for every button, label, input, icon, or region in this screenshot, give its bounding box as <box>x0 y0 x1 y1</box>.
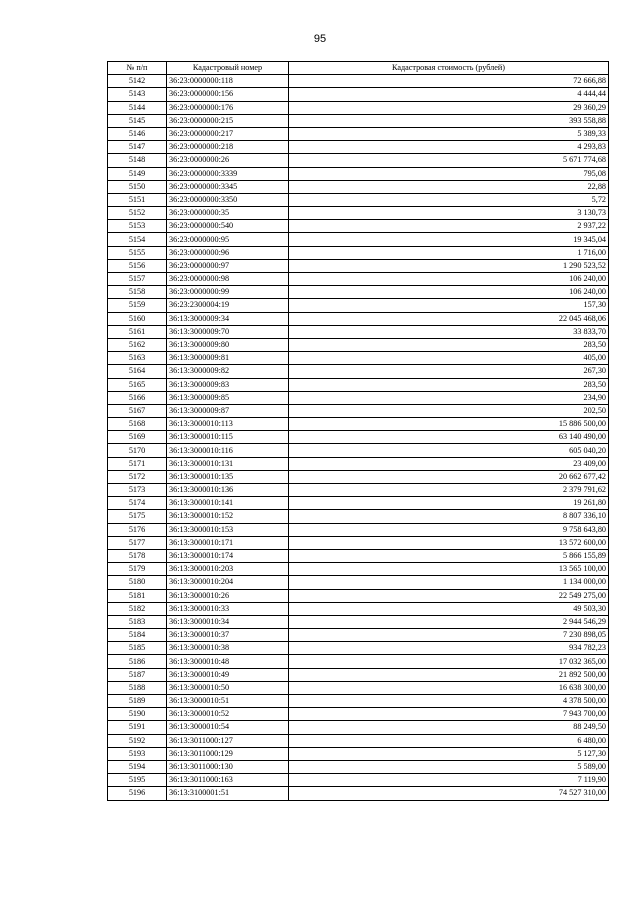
row-number-cell: 5175 <box>108 510 167 523</box>
cadastral-number-cell: 36:23:0000000:96 <box>167 246 289 259</box>
cadastral-value-cell: 5 671 774,68 <box>289 154 609 167</box>
cadastral-value-cell: 33 833,70 <box>289 325 609 338</box>
cadastral-value-cell: 21 892 500,00 <box>289 668 609 681</box>
cadastral-value-cell: 20 662 677,42 <box>289 470 609 483</box>
table-row <box>108 576 609 589</box>
cadastral-value-cell: 1 134 000,00 <box>289 576 609 589</box>
row-number-cell: 5179 <box>108 563 167 576</box>
table-row <box>108 127 609 140</box>
cadastral-value-cell: 393 558,88 <box>289 114 609 127</box>
cadastral-value-cell: 283,50 <box>289 338 609 351</box>
table-row <box>108 207 609 220</box>
cadastral-value-table <box>107 61 609 801</box>
row-number-cell: 5180 <box>108 576 167 589</box>
row-number-cell: 5158 <box>108 286 167 299</box>
cadastral-value-cell: 267,30 <box>289 365 609 378</box>
table-row <box>108 668 609 681</box>
cadastral-number-cell: 36:13:3000010:136 <box>167 484 289 497</box>
cadastral-value-cell: 4 378 500,00 <box>289 695 609 708</box>
cadastral-value-cell: 16 638 300,00 <box>289 681 609 694</box>
cadastral-number-cell: 36:23:0000000:176 <box>167 101 289 114</box>
table-row <box>108 114 609 127</box>
table-row <box>108 536 609 549</box>
row-number-cell: 5157 <box>108 273 167 286</box>
cadastral-value-cell: 13 565 100,00 <box>289 563 609 576</box>
cadastral-value-cell: 795,08 <box>289 167 609 180</box>
cadastral-value-cell: 19 261,80 <box>289 497 609 510</box>
cadastral-number-cell: 36:13:3000010:34 <box>167 615 289 628</box>
row-number-cell: 5143 <box>108 88 167 101</box>
cadastral-number-cell: 36:13:3000009:83 <box>167 378 289 391</box>
cadastral-value-cell: 19 345,04 <box>289 233 609 246</box>
table-row <box>108 233 609 246</box>
cadastral-number-cell: 36:13:3000010:38 <box>167 642 289 655</box>
cadastral-number-cell: 36:13:3000010:49 <box>167 668 289 681</box>
cadastral-number-cell: 36:13:3000009:70 <box>167 325 289 338</box>
cadastral-number-cell: 36:23:0000000:215 <box>167 114 289 127</box>
cadastral-number-cell: 36:23:0000000:97 <box>167 259 289 272</box>
row-number-cell: 5187 <box>108 668 167 681</box>
table-row <box>108 312 609 325</box>
cadastral-value-cell: 283,50 <box>289 378 609 391</box>
row-number-cell: 5142 <box>108 75 167 88</box>
table-row <box>108 338 609 351</box>
cadastral-number-cell: 36:13:3000010:171 <box>167 536 289 549</box>
cadastral-number-cell: 36:13:3000010:203 <box>167 563 289 576</box>
row-number-cell: 5181 <box>108 589 167 602</box>
cadastral-value-cell: 5 389,33 <box>289 127 609 140</box>
cadastral-number-cell: 36:23:0000000:26 <box>167 154 289 167</box>
table-row <box>108 259 609 272</box>
table-row <box>108 220 609 233</box>
cadastral-number-cell: 36:13:3000010:131 <box>167 457 289 470</box>
cadastral-value-cell: 4 444,44 <box>289 88 609 101</box>
cadastral-number-cell: 36:13:3000010:113 <box>167 418 289 431</box>
cadastral-value-cell: 2 937,22 <box>289 220 609 233</box>
table-row <box>108 760 609 773</box>
table-row <box>108 510 609 523</box>
cadastral-number-cell: 36:13:3000009:82 <box>167 365 289 378</box>
row-number-cell: 5182 <box>108 602 167 615</box>
table-row <box>108 75 609 88</box>
cadastral-number-cell: 36:23:0000000:156 <box>167 88 289 101</box>
cadastral-value-cell: 6 480,00 <box>289 734 609 747</box>
cadastral-number-cell: 36:13:3000010:135 <box>167 470 289 483</box>
row-number-cell: 5153 <box>108 220 167 233</box>
cadastral-number-cell: 36:13:3000010:54 <box>167 721 289 734</box>
cadastral-number-cell: 36:23:2300004:19 <box>167 299 289 312</box>
table-row <box>108 141 609 154</box>
row-number-cell: 5148 <box>108 154 167 167</box>
row-number-cell: 5152 <box>108 207 167 220</box>
table-row <box>108 589 609 602</box>
cadastral-value-cell: 63 140 490,00 <box>289 431 609 444</box>
table-row <box>108 88 609 101</box>
table-row <box>108 154 609 167</box>
row-number-cell: 5188 <box>108 681 167 694</box>
cadastral-number-cell: 36:23:0000000:99 <box>167 286 289 299</box>
cadastral-value-cell: 934 782,23 <box>289 642 609 655</box>
row-number-cell: 5176 <box>108 523 167 536</box>
table-row <box>108 787 609 800</box>
row-number-cell: 5165 <box>108 378 167 391</box>
row-number-cell: 5168 <box>108 418 167 431</box>
table-row <box>108 615 609 628</box>
row-number-cell: 5193 <box>108 747 167 760</box>
cadastral-value-cell: 7 230 898,05 <box>289 629 609 642</box>
cadastral-value-cell: 1 290 523,52 <box>289 259 609 272</box>
cadastral-value-cell: 7 943 700,00 <box>289 708 609 721</box>
cadastral-value-cell: 157,30 <box>289 299 609 312</box>
page-number: 95 <box>313 33 327 45</box>
table-row <box>108 286 609 299</box>
cadastral-number-cell: 36:13:3000010:204 <box>167 576 289 589</box>
cadastral-number-cell: 36:13:3011000:163 <box>167 774 289 787</box>
cadastral-value-cell: 2 944 546,29 <box>289 615 609 628</box>
table-row <box>108 563 609 576</box>
cadastral-value-cell: 72 666,88 <box>289 75 609 88</box>
cadastral-value-cell: 106 240,00 <box>289 286 609 299</box>
row-number-cell: 5186 <box>108 655 167 668</box>
table-row <box>108 365 609 378</box>
row-number-cell: 5166 <box>108 391 167 404</box>
cadastral-number-cell: 36:23:0000000:95 <box>167 233 289 246</box>
table-row <box>108 444 609 457</box>
cadastral-value-cell: 5 589,00 <box>289 760 609 773</box>
table-row <box>108 391 609 404</box>
table-row <box>108 180 609 193</box>
cadastral-value-cell: 74 527 310,00 <box>289 787 609 800</box>
cadastral-number-cell: 36:13:3100001:51 <box>167 787 289 800</box>
cadastral-number-cell: 36:13:3000010:50 <box>167 681 289 694</box>
table-row <box>108 101 609 114</box>
table-row <box>108 774 609 787</box>
row-number-cell: 5174 <box>108 497 167 510</box>
cadastral-number-cell: 36:13:3011000:130 <box>167 760 289 773</box>
cadastral-number-cell: 36:23:0000000:218 <box>167 141 289 154</box>
row-number-cell: 5151 <box>108 193 167 206</box>
table-row <box>108 642 609 655</box>
cadastral-value-cell: 49 503,30 <box>289 602 609 615</box>
cadastral-value-cell: 3 130,73 <box>289 207 609 220</box>
row-number-cell: 5154 <box>108 233 167 246</box>
row-number-cell: 5178 <box>108 549 167 562</box>
row-number-cell: 5196 <box>108 787 167 800</box>
cadastral-number-cell: 36:13:3011000:129 <box>167 747 289 760</box>
table-row <box>108 273 609 286</box>
cadastral-number-cell: 36:13:3000010:152 <box>167 510 289 523</box>
row-number-cell: 5177 <box>108 536 167 549</box>
cadastral-value-cell: 7 119,90 <box>289 774 609 787</box>
cadastral-number-cell: 36:13:3000010:115 <box>167 431 289 444</box>
cadastral-value-cell: 22 045 468,06 <box>289 312 609 325</box>
table-row <box>108 193 609 206</box>
cadastral-number-cell: 36:13:3000010:37 <box>167 629 289 642</box>
cadastral-number-cell: 36:13:3000009:87 <box>167 404 289 417</box>
table-row <box>108 299 609 312</box>
row-number-cell: 5164 <box>108 365 167 378</box>
row-number-cell: 5144 <box>108 101 167 114</box>
cadastral-number-cell: 36:23:0000000:98 <box>167 273 289 286</box>
cadastral-value-cell: 17 032 365,00 <box>289 655 609 668</box>
table-row <box>108 404 609 417</box>
cadastral-value-cell: 605 040,20 <box>289 444 609 457</box>
cadastral-number-cell: 36:13:3011000:127 <box>167 734 289 747</box>
cadastral-number-cell: 36:23:0000000:3350 <box>167 193 289 206</box>
column-header-cadastral-number: Кадастровый номер <box>167 62 289 75</box>
cadastral-value-cell: 29 360,29 <box>289 101 609 114</box>
row-number-cell: 5171 <box>108 457 167 470</box>
cadastral-number-cell: 36:13:3000010:116 <box>167 444 289 457</box>
cadastral-value-cell: 202,50 <box>289 404 609 417</box>
cadastral-value-cell: 23 409,00 <box>289 457 609 470</box>
row-number-cell: 5189 <box>108 695 167 708</box>
table-row <box>108 523 609 536</box>
cadastral-value-cell: 13 572 600,00 <box>289 536 609 549</box>
cadastral-number-cell: 36:23:0000000:217 <box>167 127 289 140</box>
row-number-cell: 5150 <box>108 180 167 193</box>
row-number-cell: 5160 <box>108 312 167 325</box>
row-number-cell: 5161 <box>108 325 167 338</box>
row-number-cell: 5155 <box>108 246 167 259</box>
cadastral-value-cell: 5 127,30 <box>289 747 609 760</box>
table-body <box>108 75 609 800</box>
cadastral-number-cell: 36:13:3000010:141 <box>167 497 289 510</box>
row-number-cell: 5183 <box>108 615 167 628</box>
cadastral-number-cell: 36:13:3000010:48 <box>167 655 289 668</box>
row-number-cell: 5194 <box>108 760 167 773</box>
cadastral-number-cell: 36:13:3000009:85 <box>167 391 289 404</box>
table-row <box>108 497 609 510</box>
table-row <box>108 708 609 721</box>
table-row <box>108 721 609 734</box>
row-number-cell: 5162 <box>108 338 167 351</box>
cadastral-value-cell: 106 240,00 <box>289 273 609 286</box>
table-row <box>108 747 609 760</box>
cadastral-value-cell: 5 866 155,89 <box>289 549 609 562</box>
cadastral-number-cell: 36:13:3000009:81 <box>167 352 289 365</box>
cadastral-value-cell: 8 807 336,10 <box>289 510 609 523</box>
table-row <box>108 457 609 470</box>
row-number-cell: 5159 <box>108 299 167 312</box>
cadastral-number-cell: 36:13:3000010:174 <box>167 549 289 562</box>
table-row <box>108 167 609 180</box>
cadastral-number-cell: 36:13:3000010:26 <box>167 589 289 602</box>
cadastral-number-cell: 36:23:0000000:35 <box>167 207 289 220</box>
row-number-cell: 5191 <box>108 721 167 734</box>
cadastral-value-cell: 15 886 500,00 <box>289 418 609 431</box>
cadastral-value-cell: 234,90 <box>289 391 609 404</box>
row-number-cell: 5173 <box>108 484 167 497</box>
cadastral-value-cell: 22 549 275,00 <box>289 589 609 602</box>
table-row <box>108 378 609 391</box>
cadastral-number-cell: 36:13:3000010:33 <box>167 602 289 615</box>
table-row <box>108 602 609 615</box>
cadastral-value-cell: 2 379 791,62 <box>289 484 609 497</box>
table-row <box>108 418 609 431</box>
cadastral-number-cell: 36:13:3000009:80 <box>167 338 289 351</box>
cadastral-value-cell: 405,00 <box>289 352 609 365</box>
cadastral-number-cell: 36:23:0000000:540 <box>167 220 289 233</box>
row-number-cell: 5172 <box>108 470 167 483</box>
row-number-cell: 5169 <box>108 431 167 444</box>
column-header-cadastral-value: Кадастровая стоимость (рублей) <box>289 62 609 75</box>
row-number-cell: 5149 <box>108 167 167 180</box>
row-number-cell: 5163 <box>108 352 167 365</box>
cadastral-number-cell: 36:23:0000000:118 <box>167 75 289 88</box>
cadastral-number-cell: 36:23:0000000:3345 <box>167 180 289 193</box>
table-row <box>108 695 609 708</box>
table-row <box>108 484 609 497</box>
cadastral-value-cell: 9 758 643,80 <box>289 523 609 536</box>
row-number-cell: 5156 <box>108 259 167 272</box>
table-header-row <box>108 62 609 75</box>
table-row <box>108 246 609 259</box>
table-row <box>108 681 609 694</box>
cadastral-value-cell: 22,88 <box>289 180 609 193</box>
row-number-cell: 5147 <box>108 141 167 154</box>
table-row <box>108 470 609 483</box>
cadastral-value-cell: 88 249,50 <box>289 721 609 734</box>
cadastral-number-cell: 36:13:3000010:51 <box>167 695 289 708</box>
cadastral-number-cell: 36:13:3000009:34 <box>167 312 289 325</box>
table-row <box>108 629 609 642</box>
row-number-cell: 5146 <box>108 127 167 140</box>
table-row <box>108 431 609 444</box>
row-number-cell: 5170 <box>108 444 167 457</box>
row-number-cell: 5185 <box>108 642 167 655</box>
row-number-cell: 5145 <box>108 114 167 127</box>
table-row <box>108 352 609 365</box>
cadastral-value-cell: 4 293,83 <box>289 141 609 154</box>
column-header-number: № п/п <box>108 62 167 75</box>
cadastral-number-cell: 36:13:3000010:52 <box>167 708 289 721</box>
table-row <box>108 655 609 668</box>
row-number-cell: 5195 <box>108 774 167 787</box>
row-number-cell: 5184 <box>108 629 167 642</box>
row-number-cell: 5190 <box>108 708 167 721</box>
table-row <box>108 734 609 747</box>
row-number-cell: 5192 <box>108 734 167 747</box>
cadastral-value-cell: 1 716,00 <box>289 246 609 259</box>
cadastral-value-cell: 5,72 <box>289 193 609 206</box>
row-number-cell: 5167 <box>108 404 167 417</box>
cadastral-number-cell: 36:13:3000010:153 <box>167 523 289 536</box>
table-row <box>108 325 609 338</box>
cadastral-number-cell: 36:23:0000000:3339 <box>167 167 289 180</box>
table-row <box>108 549 609 562</box>
